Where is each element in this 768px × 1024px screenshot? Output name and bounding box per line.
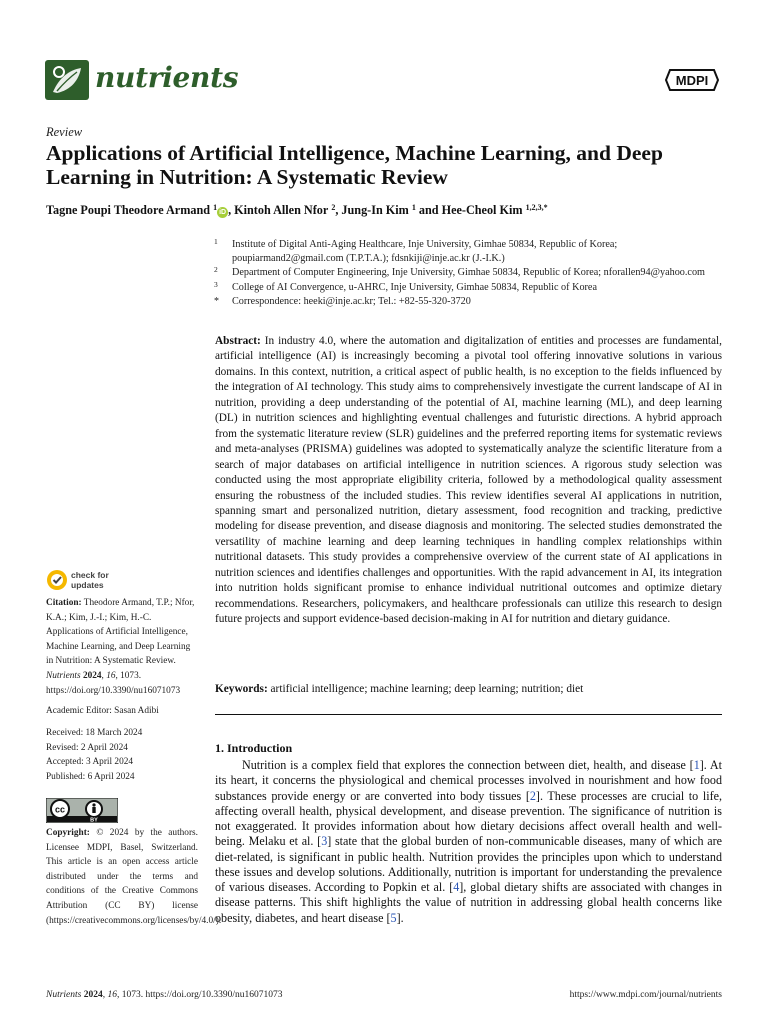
affiliation-text: Institute of Digital Anti-Aging Healthcare, Inje University, Gimhae 50834, Republic of Korea; poupiarmand2@gmail.com (T.P.T.A.); fdsnkiji@inje.ac.kr (J.-I.K.)	[232, 239, 618, 265]
date-received: Received: 18 March 2024	[46, 728, 143, 738]
correspondence-text: Correspondence: heeki@inje.ac.kr; Tel.: +82-55-320-3720	[232, 295, 471, 307]
mdpi-logo-text: MDPI	[675, 73, 709, 88]
author-name[interactable]: Kintoh Allen Nfor	[234, 203, 329, 217]
copyright-text: © 2024 by the authors. Licensee MDPI, Basel, Switzerland. This article is an open access article distributed under the terms and conditions of the Creative Commons Attribution (CC BY) license (https://creativecommons.org/licenses/by/4.0/).	[46, 828, 222, 926]
correspondence-marker: *	[214, 295, 219, 307]
introduction-paragraph	[215, 758, 722, 926]
reference-link[interactable]: 5	[390, 910, 397, 925]
intro-text: ]. These processes are crucial to life, affecting overall health, physical development, and disease prevention. The significance of nutrition is not exaggerated. It provides information about how dietary decisions affect overall health and well-being. Melaku et al. [	[215, 788, 722, 849]
orcid-icon[interactable]: iD	[219, 209, 227, 216]
intro-text: Nutrition is a complex field that explores the connection between diet, health, and disease [	[242, 758, 694, 772]
check-for-updates-label	[71, 570, 109, 590]
author-name[interactable]: Tagne Poupi Theodore Armand	[46, 203, 211, 217]
intro-text: ]. At its heart, it concerns the physiological and chemical processes involved in nourishment and how food substances provide energy or are converted into body tissues [	[215, 758, 722, 803]
citation-pages: , 1073.	[115, 670, 142, 681]
author-affil-ref: 2	[331, 203, 336, 212]
intro-text: ] state that the global burden of non-communicable diseases, many of which are diet-related, is significant in public health. Nutrition provides the principles upon which to understand these issues and develop solutions. Additionally, nutrition is important for understanding the prevalence of various diseases. According to Popkin et al. [	[215, 834, 723, 894]
author-affil-ref: 1	[411, 203, 416, 212]
section-divider	[215, 714, 722, 715]
affiliation-text: Department of Computer Engineering, Inje University, Gimhae 50834, Republic of Korea; nforallen94@yahoo.com	[232, 267, 705, 279]
keywords-text: artificial intelligence; machine learning; deep learning; nutrition; diet	[270, 683, 584, 695]
correspondence-item	[214, 295, 724, 309]
footer-volume: 16	[107, 990, 117, 1000]
citation-volume: 16	[106, 670, 116, 681]
nutrients-leaf-icon	[45, 60, 89, 100]
citation-text: Theodore Armand, T.P.; Nfor, K.A.; Kim, J.-I.; Kim, H.-C. Applications of Artificial Intelligence, Machine Learning, and Deep Learning in Nutrition: A Systematic Review.	[46, 598, 195, 667]
abstract-text: In industry 4.0, where the automation and digitalization of entities and processes are fundamental, artificial intelligence (AI) is increasingly becoming a pivotal tool offering innovative solutions in various domains. In this context, nutrition, a critical aspect of public health, is no exception to the fields influenced by the integration of AI technology. This study aims to comprehensively investigate the current landscape of AI in nutrition, providing a deep understanding of the potential of AI, machine learning (ML), and deep learning (DL) in nutrition sciences and highlighting eventual challenges and futuristic directions. A hybrid approach from the systematic literature review (SLR) guidelines and the preferred reporting items for systematic reviews and meta-analyses (PRISMA) guidelines was adopted to systematically analyze the scientific literature from a search of major databases on artificial intelligence in nutrition sciences. A rigorous study selection was conducted using the most appropriate eligibility criteria, followed by a methodological quality assessment ensuring the robustness of the included studies. This review identifies several AI applications in nutrition, spanning smart and personalized nutrition, dietary assessment, food recognition and tracking, predictive modeling for disease prevention, and disease diagnosis and monitoring. The selected studies demonstrated the versatility of machine learning and deep learning techniques in handling complex relationships within nutritional datasets. This study provides a comprehensive overview of the current state of AI applications in nutrition sciences and identifies challenges and opportunities. With the rapid advancement in AI, its integration into nutrition holds significant promise to enhance individual nutritional outcomes and optimize dietary recommendations. Researchers, policymakers, and healthcare professionals can utilize this research to design future projects and support evidence-based decision-making in AI for nutrition and dietary guidance.	[215, 335, 722, 626]
affiliation-number: 2	[214, 265, 218, 275]
affiliation-item	[214, 281, 724, 295]
footer-year: 2024	[83, 990, 103, 1000]
affiliation-item	[214, 238, 724, 266]
license-icon-label: BY	[90, 817, 98, 823]
svg-text:cc: cc	[54, 804, 66, 815]
citation-label: Citation:	[46, 598, 82, 608]
citation-block: Citation: Theodore Armand, T.P.; Nfor, K.A.; Kim, J.-I.; Kim, H.-C. Applications of Artificial Intelligence, Machine Learning, and Deep Learning in Nutrition: A Systematic Review. Nutrients 2024, 16, 1073. https://doi.org/10.3390/nu16071073	[46, 598, 195, 696]
copyright-label: Copyright:	[46, 828, 90, 838]
citation-doi-link[interactable]: https://doi.org/10.3390/nu16071073	[46, 685, 181, 696]
footer-journal-url[interactable]: https://www.mdpi.com/journal/nutrients	[569, 990, 722, 1000]
check-for-updates-line1: check for	[71, 570, 109, 580]
date-revised: Revised: 2 April 2024	[46, 742, 128, 753]
reference-link[interactable]: 4	[453, 880, 460, 894]
affiliation-number: 3	[214, 279, 218, 289]
reference-link[interactable]: 3	[321, 834, 328, 849]
section-heading-introduction: 1. Introduction	[215, 741, 293, 755]
copyright-block	[46, 826, 222, 928]
check-for-updates-badge[interactable]	[46, 567, 126, 593]
journal-name: nutrients	[95, 61, 239, 94]
citation-year: 2024	[82, 670, 102, 681]
article-title: Applications of Artificial Intelligence, Machine Learning, and Deep Learning in Nutrition: A Systematic Review	[46, 141, 663, 189]
affiliation-text: College of AI Convergence, u-AHRC, Inje University, Gimhae 50834, Republic of Korea	[232, 281, 597, 293]
keywords	[215, 682, 722, 697]
reference-link[interactable]: 2	[529, 788, 536, 803]
abstract	[215, 334, 722, 628]
affiliation-number: 1	[214, 237, 218, 246]
cc-by-license-icon[interactable]	[46, 798, 118, 823]
affiliation-item	[214, 266, 724, 280]
date-published: Published: 6 April 2024	[46, 771, 135, 782]
author-list: Tagne Poupi Theodore Armand $^1$iD , Kintoh Allen Nfor $^2$, Jung-In Kim $^1$ and Hee-Cheol Kim $^{1,2,3,*}$	[46, 203, 548, 217]
journal-header	[45, 58, 720, 104]
abstract-label: Abstract:	[215, 335, 261, 347]
academic-editor: Academic Editor: Sasan Adibi	[46, 706, 159, 716]
author-affil-ref: 1	[213, 203, 218, 212]
article-type: Review	[46, 125, 83, 139]
intro-text: ].	[396, 910, 404, 925]
author-name[interactable]: Hee-Cheol Kim	[441, 203, 523, 217]
check-for-updates-line2: updates	[71, 580, 104, 590]
keywords-label: Keywords:	[215, 683, 268, 695]
affiliations	[214, 238, 724, 309]
footer-journal: Nutrients	[46, 990, 82, 1000]
author-name[interactable]: Jung-In Kim	[341, 203, 409, 217]
check-for-updates-icon	[46, 569, 68, 591]
intro-text: ], global dietary shifts are associated with changes in disease patterns. This shift highlights the value of nutrition in addressing global health concerns like obesity, diabetes, and heart disease [	[215, 880, 722, 925]
citation-journal: Nutrients	[46, 670, 81, 681]
date-accepted: Accepted: 3 April 2024	[46, 757, 134, 768]
reference-link[interactable]: 1	[693, 758, 700, 772]
mdpi-logo	[664, 66, 720, 94]
publication-dates	[46, 726, 198, 784]
footer-doi[interactable]: , 1073. https://doi.org/10.3390/nu16071073	[117, 990, 283, 1000]
footer-citation: Nutrients 2024, 16, 1073. https://doi.org/10.3390/nu16071073	[46, 990, 283, 1000]
author-affil-ref: 1,2,3,*	[525, 203, 548, 212]
